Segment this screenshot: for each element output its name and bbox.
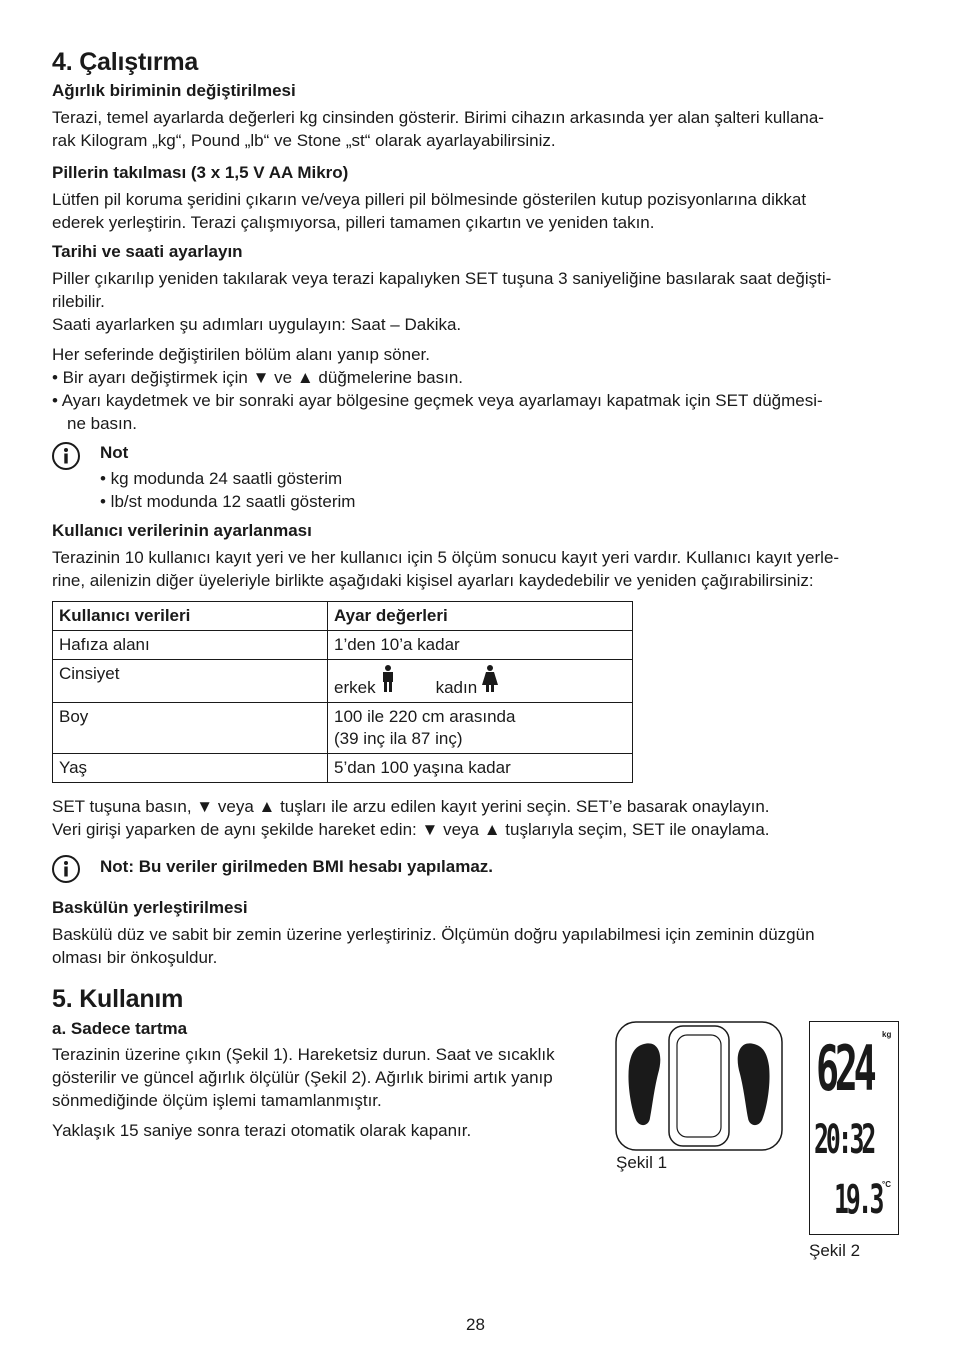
bullet-save-setting: • Ayarı kaydetmek ve bir sonraki ayar bölgesine geçmek veya ayarlamayı kapatmak için SET düğmesi- (52, 391, 823, 410)
bmi-note: Not: Bu veriler girilmeden BMI hesabı yapılamaz. (100, 857, 493, 876)
down-triangle-icon: ▼ (196, 797, 214, 816)
down-triangle-icon: ▼ (252, 368, 270, 387)
text-line: sönmediğinde ölçüm işlemi tamamlanmıştır. (52, 1091, 382, 1110)
temperature-unit: °C (882, 1180, 891, 1189)
text-line: Terazi, temel ayarlarda değerleri kg cinsinden gösterir. Birimi cihazın arkasında yer alan şalteri kullana- (52, 108, 824, 127)
up-triangle-icon: ▲ (258, 797, 276, 816)
datetime-heading: Tarihi ve saati ayarlayın (52, 242, 243, 261)
table-header: Ayar değerleri (328, 602, 633, 631)
table-cell (328, 660, 633, 703)
placement-text (52, 923, 815, 969)
gender-female-label: kadın (435, 678, 478, 697)
figure-2-display-illustration (809, 1021, 899, 1235)
table-cell: Hafıza alanı (53, 631, 328, 660)
text-line: Saati ayarlarken şu adımları uygulayın: Saat – Dakika. (52, 315, 462, 334)
set-instructions (52, 795, 770, 841)
table-cell: 5’dan 100 yaşına kadar (328, 754, 633, 783)
note-title: Not (100, 443, 129, 462)
text-line: SET tuşuna basın, ▼ veya ▲ tuşları ile arzu edilen kayıt yerini seçin. SET’e basarak onaylayın. (52, 797, 770, 816)
table-cell (328, 703, 633, 754)
text-line: olması bir önkoşuldur. (52, 948, 218, 967)
section-4-title: 4. Çalıştırma (52, 48, 199, 76)
weight-unit: kg (882, 1030, 892, 1039)
info-icon (52, 442, 80, 470)
list-item: • lb/st modunda 12 saatli gösterim (100, 492, 356, 511)
male-icon (380, 665, 396, 693)
figure-1-caption: Şekil 1 (616, 1153, 668, 1172)
down-triangle-icon: ▼ (421, 820, 439, 839)
bullet-change-setting: • Bir ayarı değiştirmek için ▼ ve ▲ düğmelerine basın. (52, 368, 463, 387)
placement-heading: Baskülün yerleştirilmesi (52, 898, 248, 917)
text-line: Terazinin 10 kullanıcı kayıt yeri ve her kullanıcı için 5 ölçüm sonucu kayıt yeri vardır. Kullanıcı kayıt yerle- (52, 548, 840, 567)
text-line: rine, ailenizin diğer üyeleriyle birlikte aşağıdaki kişisel ayarları kaydedebilir ve yeniden çağırabilirsiniz: (52, 571, 814, 590)
temperature-readout: 19.3 (834, 1177, 882, 1223)
weight-readout: 624 (816, 1032, 873, 1105)
table-header: Kullanıcı verileri (53, 602, 328, 631)
weighing-text (52, 1043, 555, 1142)
up-triangle-icon: ▲ (296, 368, 314, 387)
text-line: Veri girişi yaparken de aynı şekilde hareket edin: ▼ veya ▲ tuşlarıyla seçim, SET ile onaylama. (52, 820, 770, 839)
text-line: Terazinin üzerine çıkın (Şekil 1). Hareketsiz durun. Saat ve sıcaklık (52, 1045, 555, 1064)
table-row (53, 631, 633, 660)
section-5-title: 5. Kullanım (52, 985, 184, 1013)
userdata-heading: Kullanıcı verilerinin ayarlanması (52, 521, 312, 540)
text-line: Lütfen pil koruma şeridini çıkarın ve/veya pilleri pil bölmesinde gösterilen kutup pozisyonlarına dikkat (52, 190, 807, 209)
table-row (53, 703, 633, 754)
table-cell: Cinsiyet (53, 660, 328, 703)
table-cell: 1’den 10’a kadar (328, 631, 633, 660)
figure-1-scale-illustration (614, 1020, 784, 1152)
text-line: rilebilir. (52, 292, 105, 311)
note-list (100, 467, 355, 513)
page-number: 28 (466, 1315, 485, 1334)
table-cell: Yaş (53, 754, 328, 783)
batteries-text (52, 188, 806, 234)
weighing-subheading: a. Sadece tartma (52, 1019, 188, 1038)
table-cell: Boy (53, 703, 328, 754)
unit-heading: Ağırlık biriminin değiştirilmesi (52, 81, 296, 100)
gender-male-label: erkek (334, 678, 376, 697)
table-header-row (53, 602, 633, 631)
text-line: ne basın. (67, 414, 137, 433)
text-line: (39 inç ila 87 inç) (334, 729, 463, 748)
list-item: • kg modunda 24 saatli gösterim (100, 469, 343, 488)
text-line: gösterilir ve güncel ağırlık ölçülür (Şekil 2). Ağırlık birimi artık yanıp (52, 1068, 553, 1087)
datetime-text (52, 267, 831, 435)
figure-2-caption: Şekil 2 (809, 1241, 861, 1260)
text-line: Her seferinde değiştirilen bölüm alanı yanıp söner. (52, 345, 430, 364)
text-line: Baskülü düz ve sabit bir zemin üzerine yerleştiriniz. Ölçümün doğru yapılabilmesi için zeminin düzgün (52, 925, 815, 944)
batteries-heading: Pillerin takılması (3 x 1,5 V AA Mikro) (52, 163, 349, 182)
table-row (53, 660, 633, 703)
text-line: 100 ile 220 cm arasında (334, 707, 516, 726)
up-triangle-icon: ▲ (483, 820, 501, 839)
info-icon (52, 855, 80, 883)
text-line: rak Kilogram „kg“, Pound „lb“ ve Stone „st“ olarak ayarlayabilirsiniz. (52, 131, 556, 150)
time-readout: 20:32 (814, 1117, 874, 1163)
text-line: Piller çıkarılıp yeniden takılarak veya terazi kapalıyken SET tuşuna 3 saniyeliğine basılarak saat değişti- (52, 269, 832, 288)
text-line: Yaklaşık 15 saniye sonra terazi otomatik olarak kapanır. (52, 1121, 472, 1140)
text-line: ederek yerleştirin. Terazi çalışmıyorsa, pilleri tamamen çıkartın ve yeniden takın. (52, 213, 655, 232)
table-row (53, 754, 633, 783)
female-icon (481, 665, 499, 693)
unit-text (52, 106, 824, 152)
user-data-table (52, 601, 633, 783)
userdata-text (52, 546, 839, 592)
